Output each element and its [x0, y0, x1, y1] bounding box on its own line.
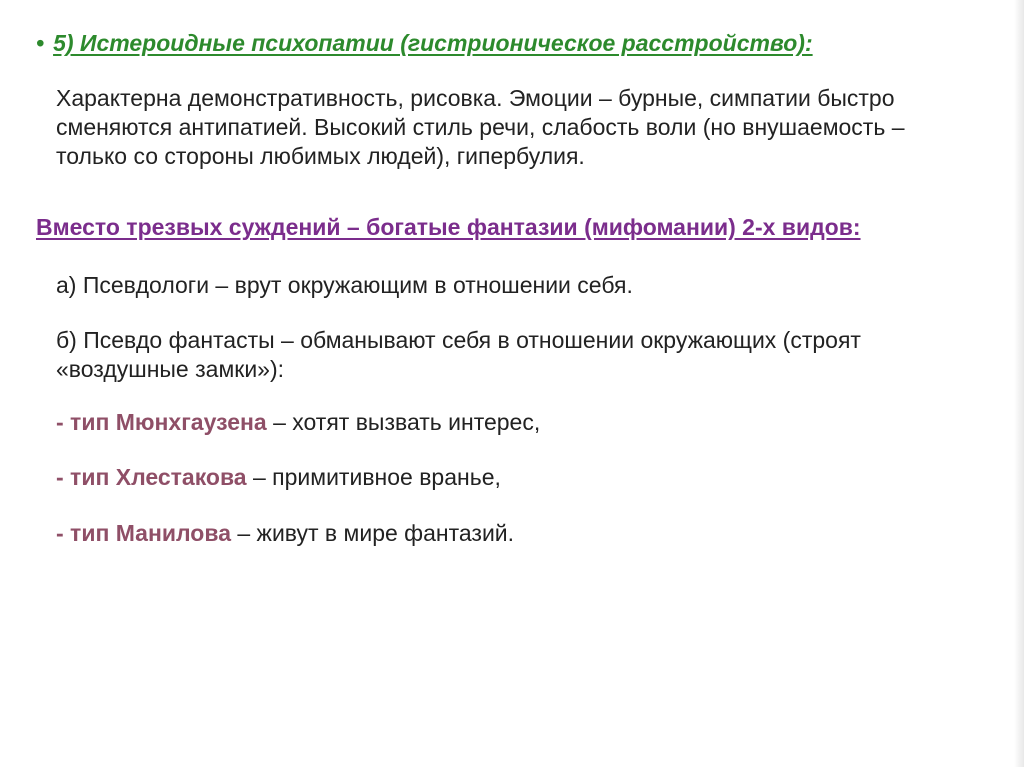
item-pseudologists: а) Псевдологи – врут окружающим в отношении себя. — [56, 272, 633, 298]
type-manilov — [56, 519, 514, 548]
type-name: - тип Хлестакова — [56, 464, 247, 490]
type-name: - тип Мюнхгаузена — [56, 409, 267, 435]
bullet-icon: • — [36, 30, 45, 56]
slide-edge-shadow — [1014, 0, 1024, 767]
type-name: - тип Манилова — [56, 520, 231, 546]
item-pseudo-fantasts: б) Псевдо фантасты – обманывают себя в отношении окружающих (строят «воздушные замки»): — [56, 327, 861, 382]
fantasy-subheading: Вместо трезвых суждений – богатые фантазии (мифомании) 2-х видов: — [36, 214, 861, 240]
section-heading — [36, 30, 813, 57]
type-description: – примитивное вранье, — [246, 464, 501, 490]
section-heading-text: 5) Истероидные психопатии (гистрионическое расстройство): — [53, 30, 813, 56]
type-munchausen — [56, 408, 540, 437]
type-description: – живут в мире фантазий. — [230, 520, 515, 546]
type-khlestakov — [56, 463, 501, 492]
type-description: – хотят вызвать интерес, — [266, 409, 541, 435]
description-paragraph: Характерна демонстративность, рисовка. Эмоции – бурные, симпатии быстро сменяются антипатией. Высокий стиль речи, слабость воли (но внушаемость – только со стороны любимых людей), гипербулия. — [56, 85, 905, 169]
